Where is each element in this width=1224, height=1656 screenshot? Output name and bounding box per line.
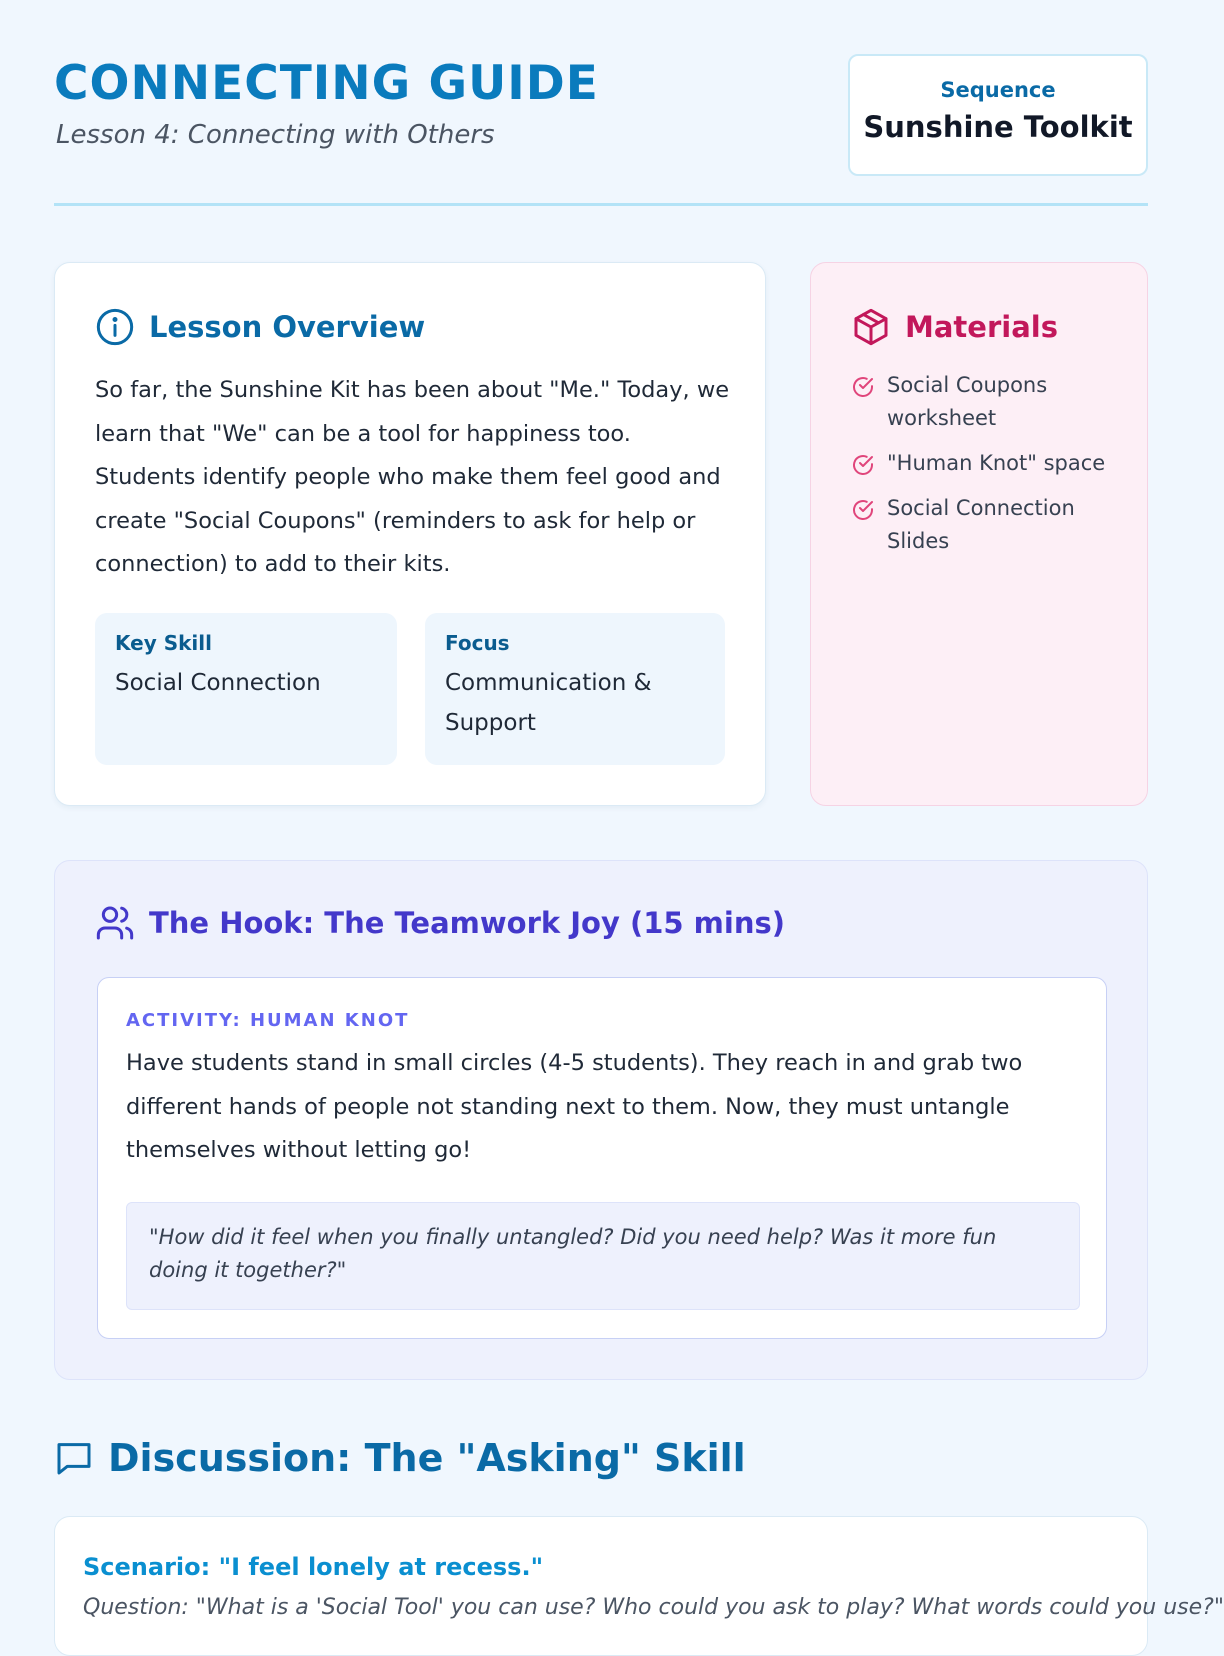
page-header (54, 0, 1148, 206)
check-circle-icon (851, 498, 875, 522)
lesson-overview-text: So far, the Sunshine Kit has been about "Me." Today, we learn that "We" can be a tool for happiness too. Students identify people who make them feel good and create "Social Coupons" (reminders to ask for help or connection) to add to their kits. (95, 377, 730, 577)
scenario-card (54, 1516, 1224, 1656)
lesson-overview-heading: Lesson Overview (149, 310, 426, 344)
activity-label: ACTIVITY: HUMAN KNOT (126, 1010, 410, 1031)
check-circle-icon (851, 453, 875, 477)
list-item (851, 447, 1131, 480)
key-skill-value: Social Connection (115, 670, 321, 696)
lesson-overview-header (95, 307, 425, 347)
key-skill-label: Key Skill (115, 631, 212, 655)
list-item (851, 492, 1131, 558)
reflection-quote: "How did it feel when you finally untangled? Did you need help? Was it more fun doing it together?" (126, 1202, 1080, 1310)
material-label: "Human Knot" space (887, 451, 1106, 475)
box-icon (851, 307, 891, 347)
activity-text: Have students stand in small circles (4-5 students). They reach in and grab two different hands of people not standing next to them. Now, they must untangle themselves without letting go! (126, 1050, 1023, 1163)
discussion-header (54, 1436, 746, 1480)
activity-card (97, 977, 1107, 1339)
material-label: Social Coupons worksheet (887, 373, 1048, 430)
focus-value: Communication & Support (445, 670, 652, 736)
info-circle-icon (95, 307, 135, 347)
materials-heading: Materials (905, 310, 1058, 344)
message-square-icon (54, 1438, 94, 1478)
materials-header (851, 307, 1058, 347)
lesson-overview-card (54, 262, 766, 806)
materials-card (810, 262, 1148, 806)
discussion-heading: Discussion: The "Asking" Skill (108, 1436, 746, 1480)
users-icon (95, 903, 135, 943)
scenario-text: Question: "What is a 'Social Tool' you can use? Who could you ask to play? What words could you use?" (83, 1595, 1224, 1620)
sequence-label: Sequence (940, 78, 1056, 102)
focus-box (425, 613, 725, 765)
hook-header (95, 903, 785, 943)
hook-section (54, 860, 1148, 1380)
list-item (851, 369, 1131, 435)
focus-label: Focus (445, 631, 510, 655)
hook-heading: The Hook: The Teamwork Joy (15 mins) (149, 906, 786, 940)
check-circle-icon (851, 375, 875, 399)
lesson-guide-page (54, 0, 1224, 1620)
sequence-card (848, 54, 1148, 176)
scenario-title: Scenario: "I feel lonely at recess." (83, 1553, 544, 1581)
page-title: CONNECTING GUIDE (54, 56, 599, 111)
page-subtitle: Lesson 4: Connecting with Others (56, 120, 495, 150)
key-skill-box (95, 613, 397, 765)
materials-list (851, 369, 1131, 570)
material-label: Social Connection Slides (887, 496, 1075, 553)
sequence-value: Sunshine Toolkit (863, 110, 1133, 144)
